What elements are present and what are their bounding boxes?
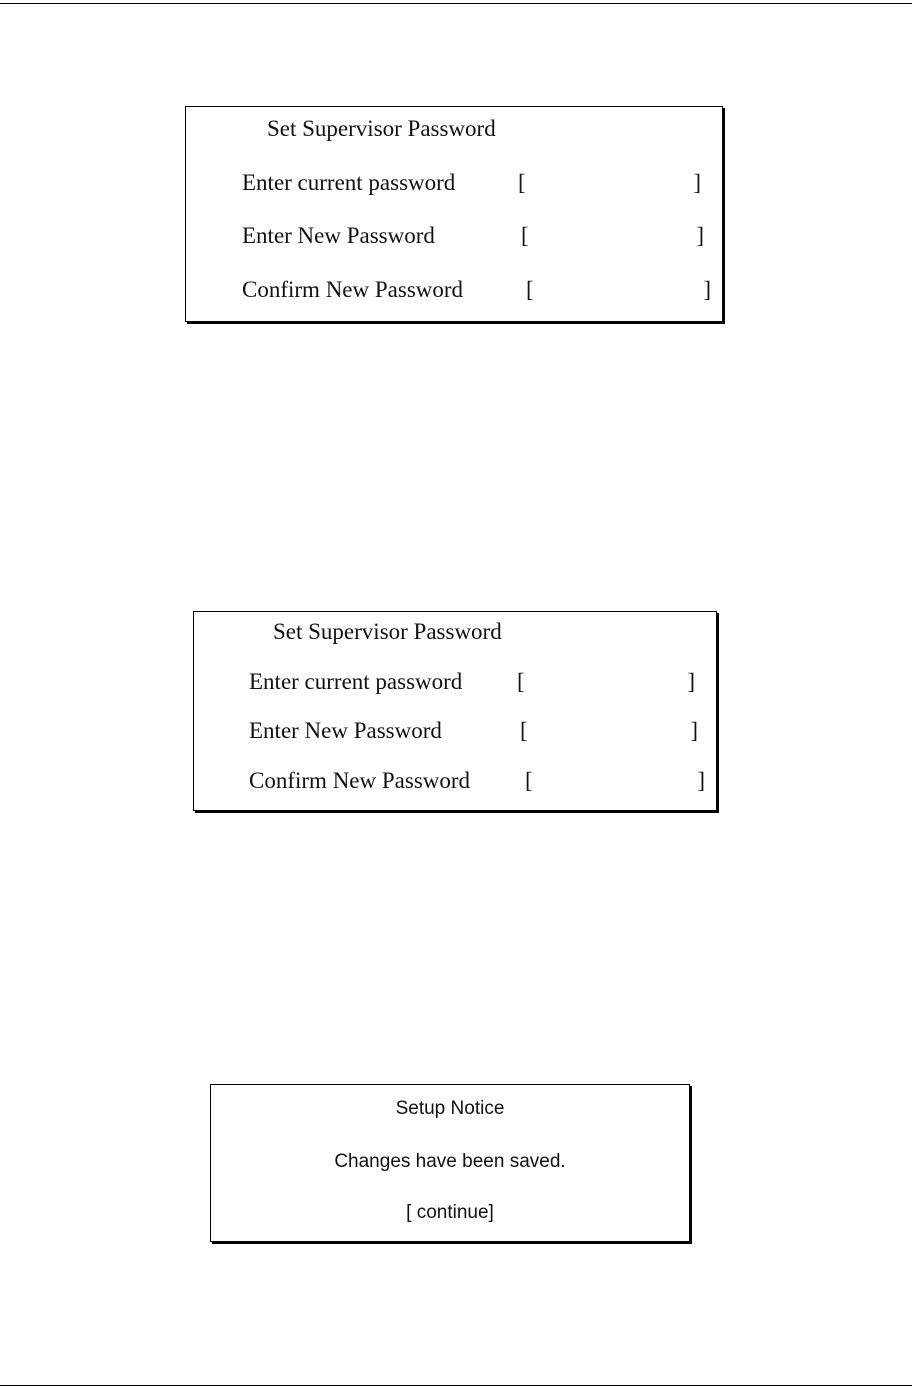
enter-new-password-field[interactable] (521, 224, 704, 250)
enter-current-password-field[interactable] (517, 670, 695, 696)
field-open-bracket: [ (525, 768, 533, 793)
enter-new-password-label: Enter New Password (249, 718, 442, 743)
field-open-bracket: [ (518, 170, 526, 195)
enter-new-password-label: Enter New Password (242, 223, 435, 248)
field-open-bracket: [ (520, 718, 528, 743)
enter-new-password-field[interactable] (520, 719, 698, 745)
enter-current-password-field[interactable] (518, 171, 701, 197)
confirm-new-password-label: Confirm New Password (242, 277, 464, 302)
confirm-new-password-field[interactable] (526, 278, 711, 304)
field-open-bracket: [ (526, 277, 534, 302)
field-close-bracket: ] (697, 768, 705, 793)
field-close-bracket: ] (703, 277, 711, 302)
field-close-bracket: ] (696, 223, 704, 248)
field-close-bracket: ] (687, 669, 695, 694)
field-close-bracket: ] (693, 170, 701, 195)
field-open-bracket: [ (521, 223, 529, 248)
enter-current-password-label: Enter current password (249, 669, 463, 694)
field-close-bracket: ] (690, 718, 698, 743)
set-supervisor-password-dialog-2 (193, 611, 717, 811)
dialog-title: Set Supervisor Password (273, 619, 502, 644)
confirm-new-password-label: Confirm New Password (249, 768, 471, 793)
set-supervisor-password-dialog-1 (185, 106, 723, 322)
dialog-title: Set Supervisor Password (267, 116, 496, 141)
enter-current-password-label: Enter current password (242, 170, 456, 195)
continue-button[interactable]: [ continue] (406, 1202, 494, 1223)
setup-notice-title: Setup Notice (395, 1098, 505, 1119)
bottom-rule (0, 1385, 912, 1386)
confirm-new-password-field[interactable] (525, 769, 705, 795)
field-open-bracket: [ (517, 669, 525, 694)
top-rule (0, 3, 912, 4)
changes-saved-message: Changes have been saved. (334, 1151, 566, 1172)
setup-notice-dialog (210, 1084, 690, 1242)
